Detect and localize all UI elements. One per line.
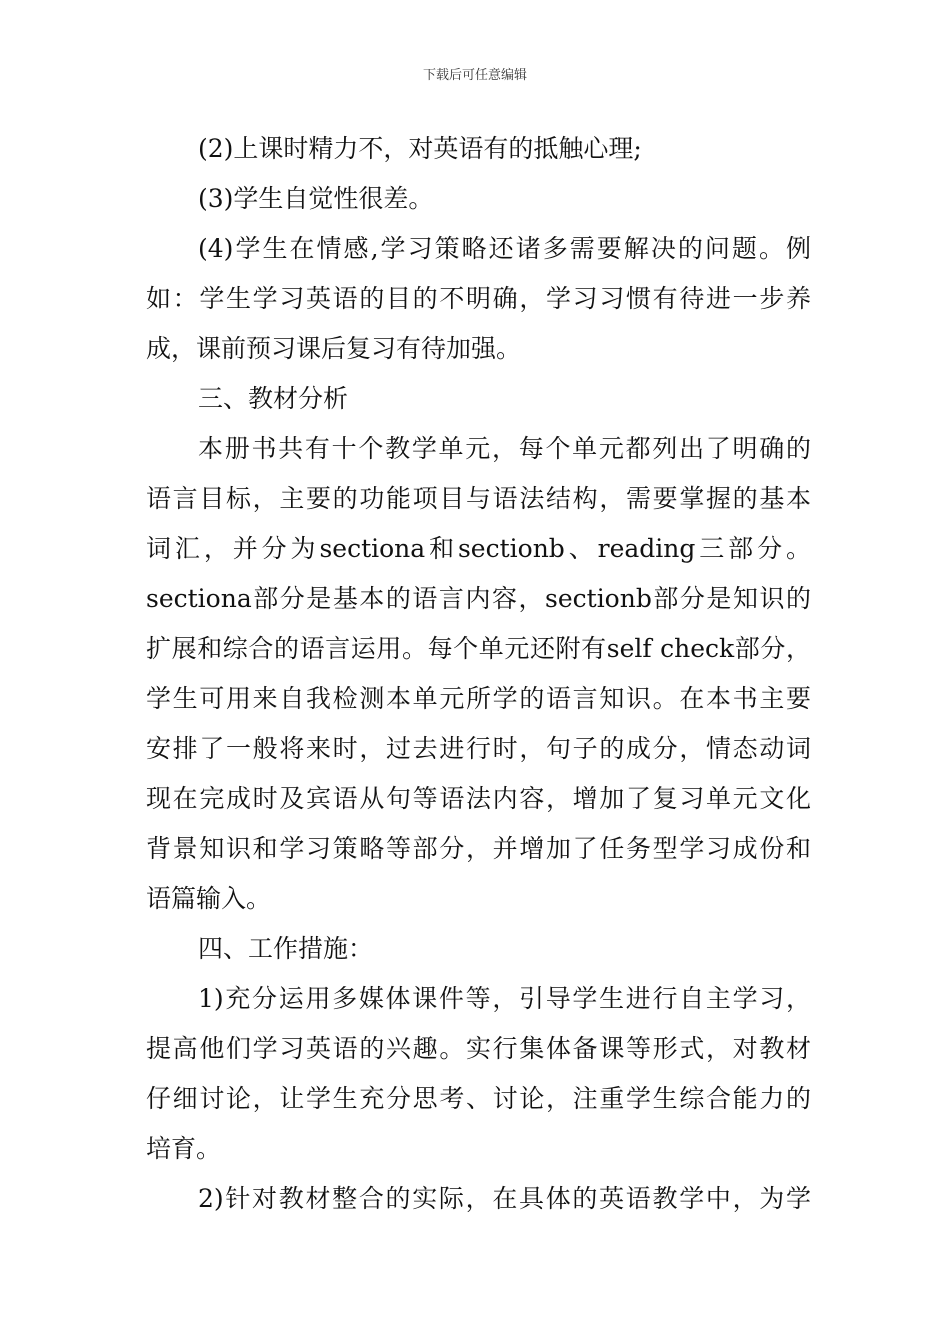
text-line: 语篇输入。 (146, 884, 272, 913)
text-line: 本册书共有十个教学单元，每个单元都列出了明确的 (198, 434, 811, 463)
text-line: 2)针对教材整合的实际，在具体的英语教学中，为学 (198, 1184, 811, 1213)
text-line: 如：学生学习英语的目的不明确，学习习惯有待进一步养 (146, 284, 811, 313)
text-line: 扩展和综合的语言运用。每个单元还附有self check部分， (146, 634, 811, 663)
text-line: 成，课前预习课后复习有待加强。 (146, 334, 522, 363)
text-line: sectiona部分是基本的语言内容，sectionb部分是知识的 (146, 584, 811, 613)
document-body (146, 124, 811, 1224)
text-line: 现在完成时及宾语从句等语法内容，增加了复习单元文化 (146, 784, 811, 813)
text-line: 仔细讨论，让学生充分思考、讨论，注重学生综合能力的 (146, 1084, 811, 1113)
text-line: (2)上课时精力不，对英语有的抵触心理; (198, 134, 642, 163)
text-line: 词汇，并分为sectiona和sectionb、reading三部分。 (146, 534, 811, 563)
text-line: 语言目标，主要的功能项目与语法结构，需要掌握的基本 (146, 484, 811, 513)
text-line: 安排了一般将来时，过去进行时，句子的成分，情态动词 (146, 734, 811, 763)
text-line: 1)充分运用多媒体课件等，引导学生进行自主学习， (198, 984, 811, 1013)
text-line: 三、教材分析 (198, 384, 349, 413)
text-line: 提高他们学习英语的兴趣。实行集体备课等形式，对教材 (146, 1034, 811, 1063)
text-line: (3)学生自觉性很差。 (198, 184, 434, 213)
page-header: 下载后可任意编辑 (422, 68, 527, 83)
text-line: 背景知识和学习策略等部分，并增加了任务型学习成份和 (146, 834, 811, 863)
text-line: 四、工作措施： (198, 934, 374, 963)
text-line: (4)学生在情感,学习策略还诸多需要解决的问题。例 (198, 234, 811, 263)
text-line: 学生可用来自我检测本单元所学的语言知识。在本书主要 (146, 684, 811, 713)
text-line: 培育。 (146, 1134, 222, 1163)
